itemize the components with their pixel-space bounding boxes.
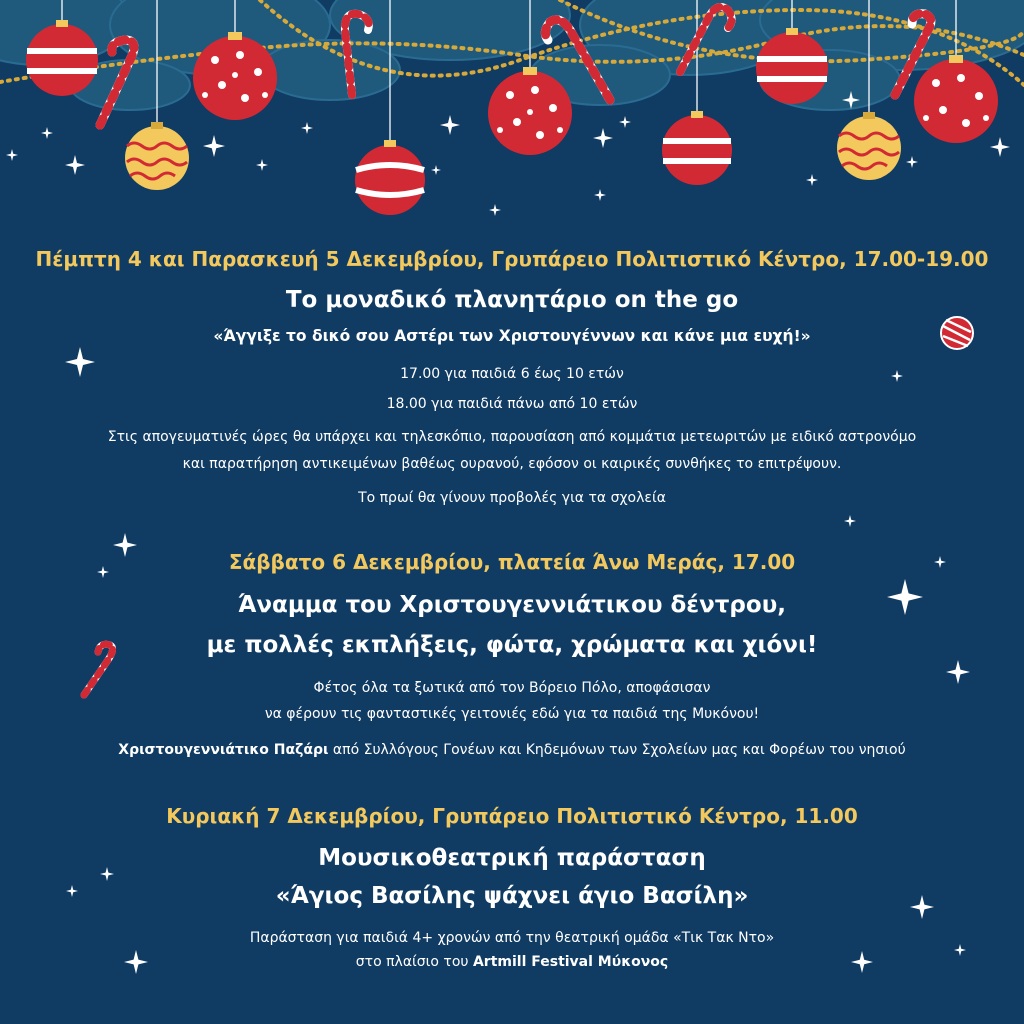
event3-date: Κυριακή 7 Δεκεμβρίου, Γρυπάρειο Πολιτιστικό Κέντρο, 11.00 — [166, 804, 858, 828]
event3-title1: Μουσικοθεατρική παράσταση — [318, 845, 706, 871]
event1-desc2: και παρατήρηση αντικειμένων βαθέως ουρανού, εφόσον οι καιρικές συνθήκες το επιτρέψουν. — [182, 456, 842, 472]
event2-title1: Άναμμα του Χριστουγεννιάτικου δέντρου, — [238, 592, 786, 618]
event3-desc1: Παράσταση για παιδιά 4+ χρονών από την θεατρική ομάδα «Τικ Τακ Ντο» — [249, 930, 775, 946]
event3-desc2-prefix: στο πλαίσιο του — [355, 954, 473, 970]
event1-subtitle: «Άγγιξε το δικό σου Αστέρι των Χριστουγέννων και κάνε μια ευχή!» — [213, 327, 811, 345]
event2-desc1: Φέτος όλα τα ξωτικά από τον Βόρειο Πόλο, αποφάσισαν — [313, 680, 711, 696]
event1-time2: 18.00 για παιδιά πάνω από 10 ετών — [386, 396, 638, 412]
event2-title2: με πολλές εκπλήξεις, φώτα, χρώματα και χιόνι! — [206, 632, 818, 658]
event3-title2: «Άγιος Βασίλης ψάχνει άγιο Βασίλη» — [275, 883, 749, 909]
event1-title: Το μοναδικό πλανητάριο on the go — [285, 287, 739, 313]
event2-bazaar — [0, 742, 1024, 758]
event3-festival-name: Artmill Festival Μύκονος — [472, 954, 669, 970]
event2-date: Σάββατο 6 Δεκεμβρίου, πλατεία Άνω Μεράς, 17.00 — [228, 550, 796, 574]
event1-desc1: Στις απογευματινές ώρες θα υπάρχει και τηλεσκόπιο, παρουσίαση από κομμάτια μετεωριτών με ειδικό αστρονόμο — [107, 429, 917, 445]
event2-desc2: να φέρουν τις φανταστικές γειτονιές εδώ για τα παιδιά της Μυκόνου! — [264, 706, 760, 722]
event1-date: Πέμπτη 4 και Παρασκευή 5 Δεκεμβρίου, Γρυπάρειο Πολιτιστικό Κέντρο, 17.00-19.00 — [35, 247, 989, 271]
event1-time1: 17.00 για παιδιά 6 έως 10 ετών — [400, 366, 624, 382]
event1-desc3: Το πρωί θα γίνουν προβολές για τα σχολεία — [358, 490, 666, 506]
event2-bazaar-bold: Χριστουγεννιάτικο Παζάρι — [118, 742, 329, 758]
event2-bazaar-rest: από Συλλόγους Γονέων και Κηδεμόνων των Σχολείων μας και Φορέων του νησιού — [328, 742, 906, 758]
event3-desc2 — [0, 954, 1024, 970]
